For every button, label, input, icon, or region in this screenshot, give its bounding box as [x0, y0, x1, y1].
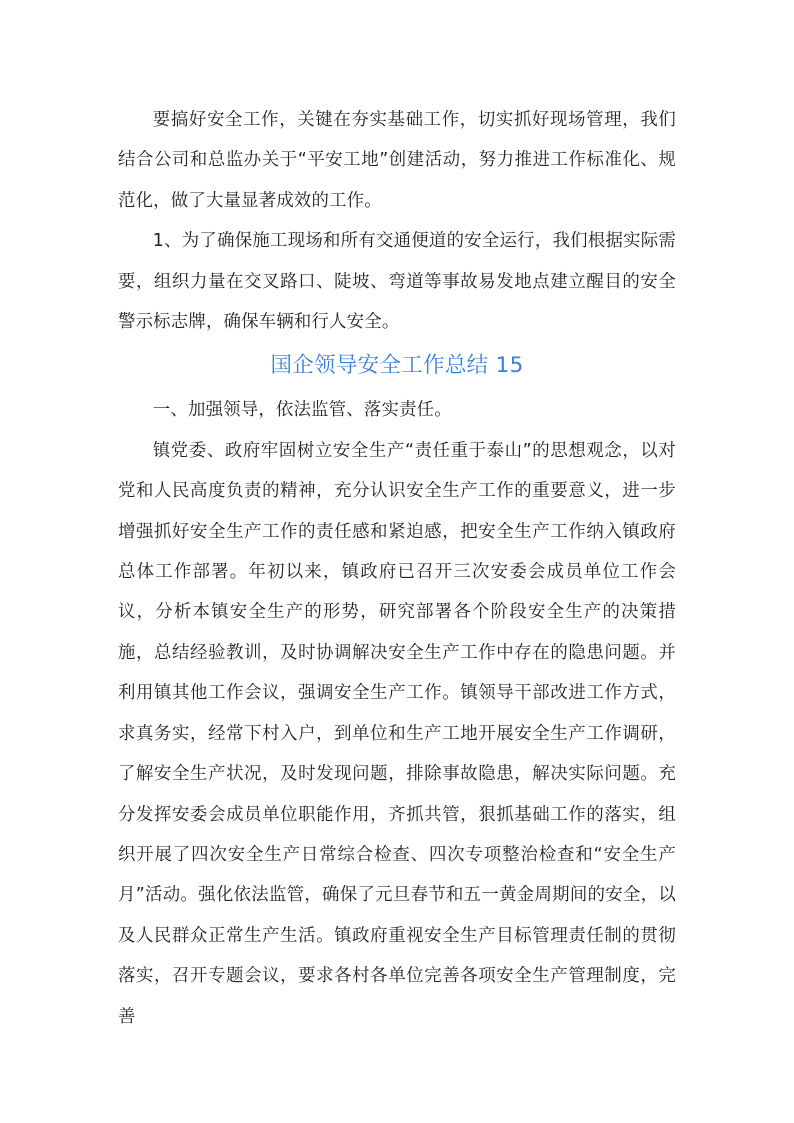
paragraph-item-1: 1、为了确保施工现场和所有交通便道的安全运行，我们根据实际需要，组织力量在交叉路口、陡坡、弯道等事故易发地点建立醒目的安全警示标志牌，确保车辆和行人安全。 [118, 231, 676, 333]
paragraph-body: 镇党委、政府牢固树立安全生产“责任重于泰山”的思想观念，以对党和人民高度负责的精神，充分认识安全生产工作的重要意义，进一步增强抓好安全生产工作的责任感和紧迫感，把安全生产工作纳入镇政府总体工作部署。年初以来，镇政府已召开三次安委会成员单位工作会议，分析本镇安全生产的形势，研究部署各个阶段安全生产的决策措施，总结经验教训，及时协调解决安全生产工作中存在的隐患问题。并利用镇其他工作会议，强调安全生产工作。镇领导干部改进工作方式，求真务实，经常下村入户，到单位和生产工地开展安全生产工作调研，了解安全生产状况，及时发现问题，排除事故隐患，解决实际问题。充分发挥安委会成员单位职能作用，齐抓共管，狠抓基础工作的落实，组织开展了四次安全生产日常综合检查、四次专项整治检查和“安全生产月”活动。强化依法监管，确保了元旦春节和五一黄金周期间的安全，以及人民群众正常生产生活。镇政府重视安全生产目标管理责任制的贯彻落实，召开专题会议，要求各村各单位完善各项安全生产管理制度，完善 [118, 440, 676, 1027]
document-page [118, 100, 676, 1037]
paragraph-subheading: 一、加强领导，依法监管、落实责任。 [152, 400, 452, 421]
paragraph-intro: 要搞好安全工作，关键在夯实基础工作，切实抓好现场管理，我们结合公司和总监办关于“平安工地”创建活动，努力推进工作标准化、规范化，做了大量显著成效的工作。 [118, 110, 676, 211]
section-heading: 国企领导安全工作总结 15 [270, 353, 524, 379]
